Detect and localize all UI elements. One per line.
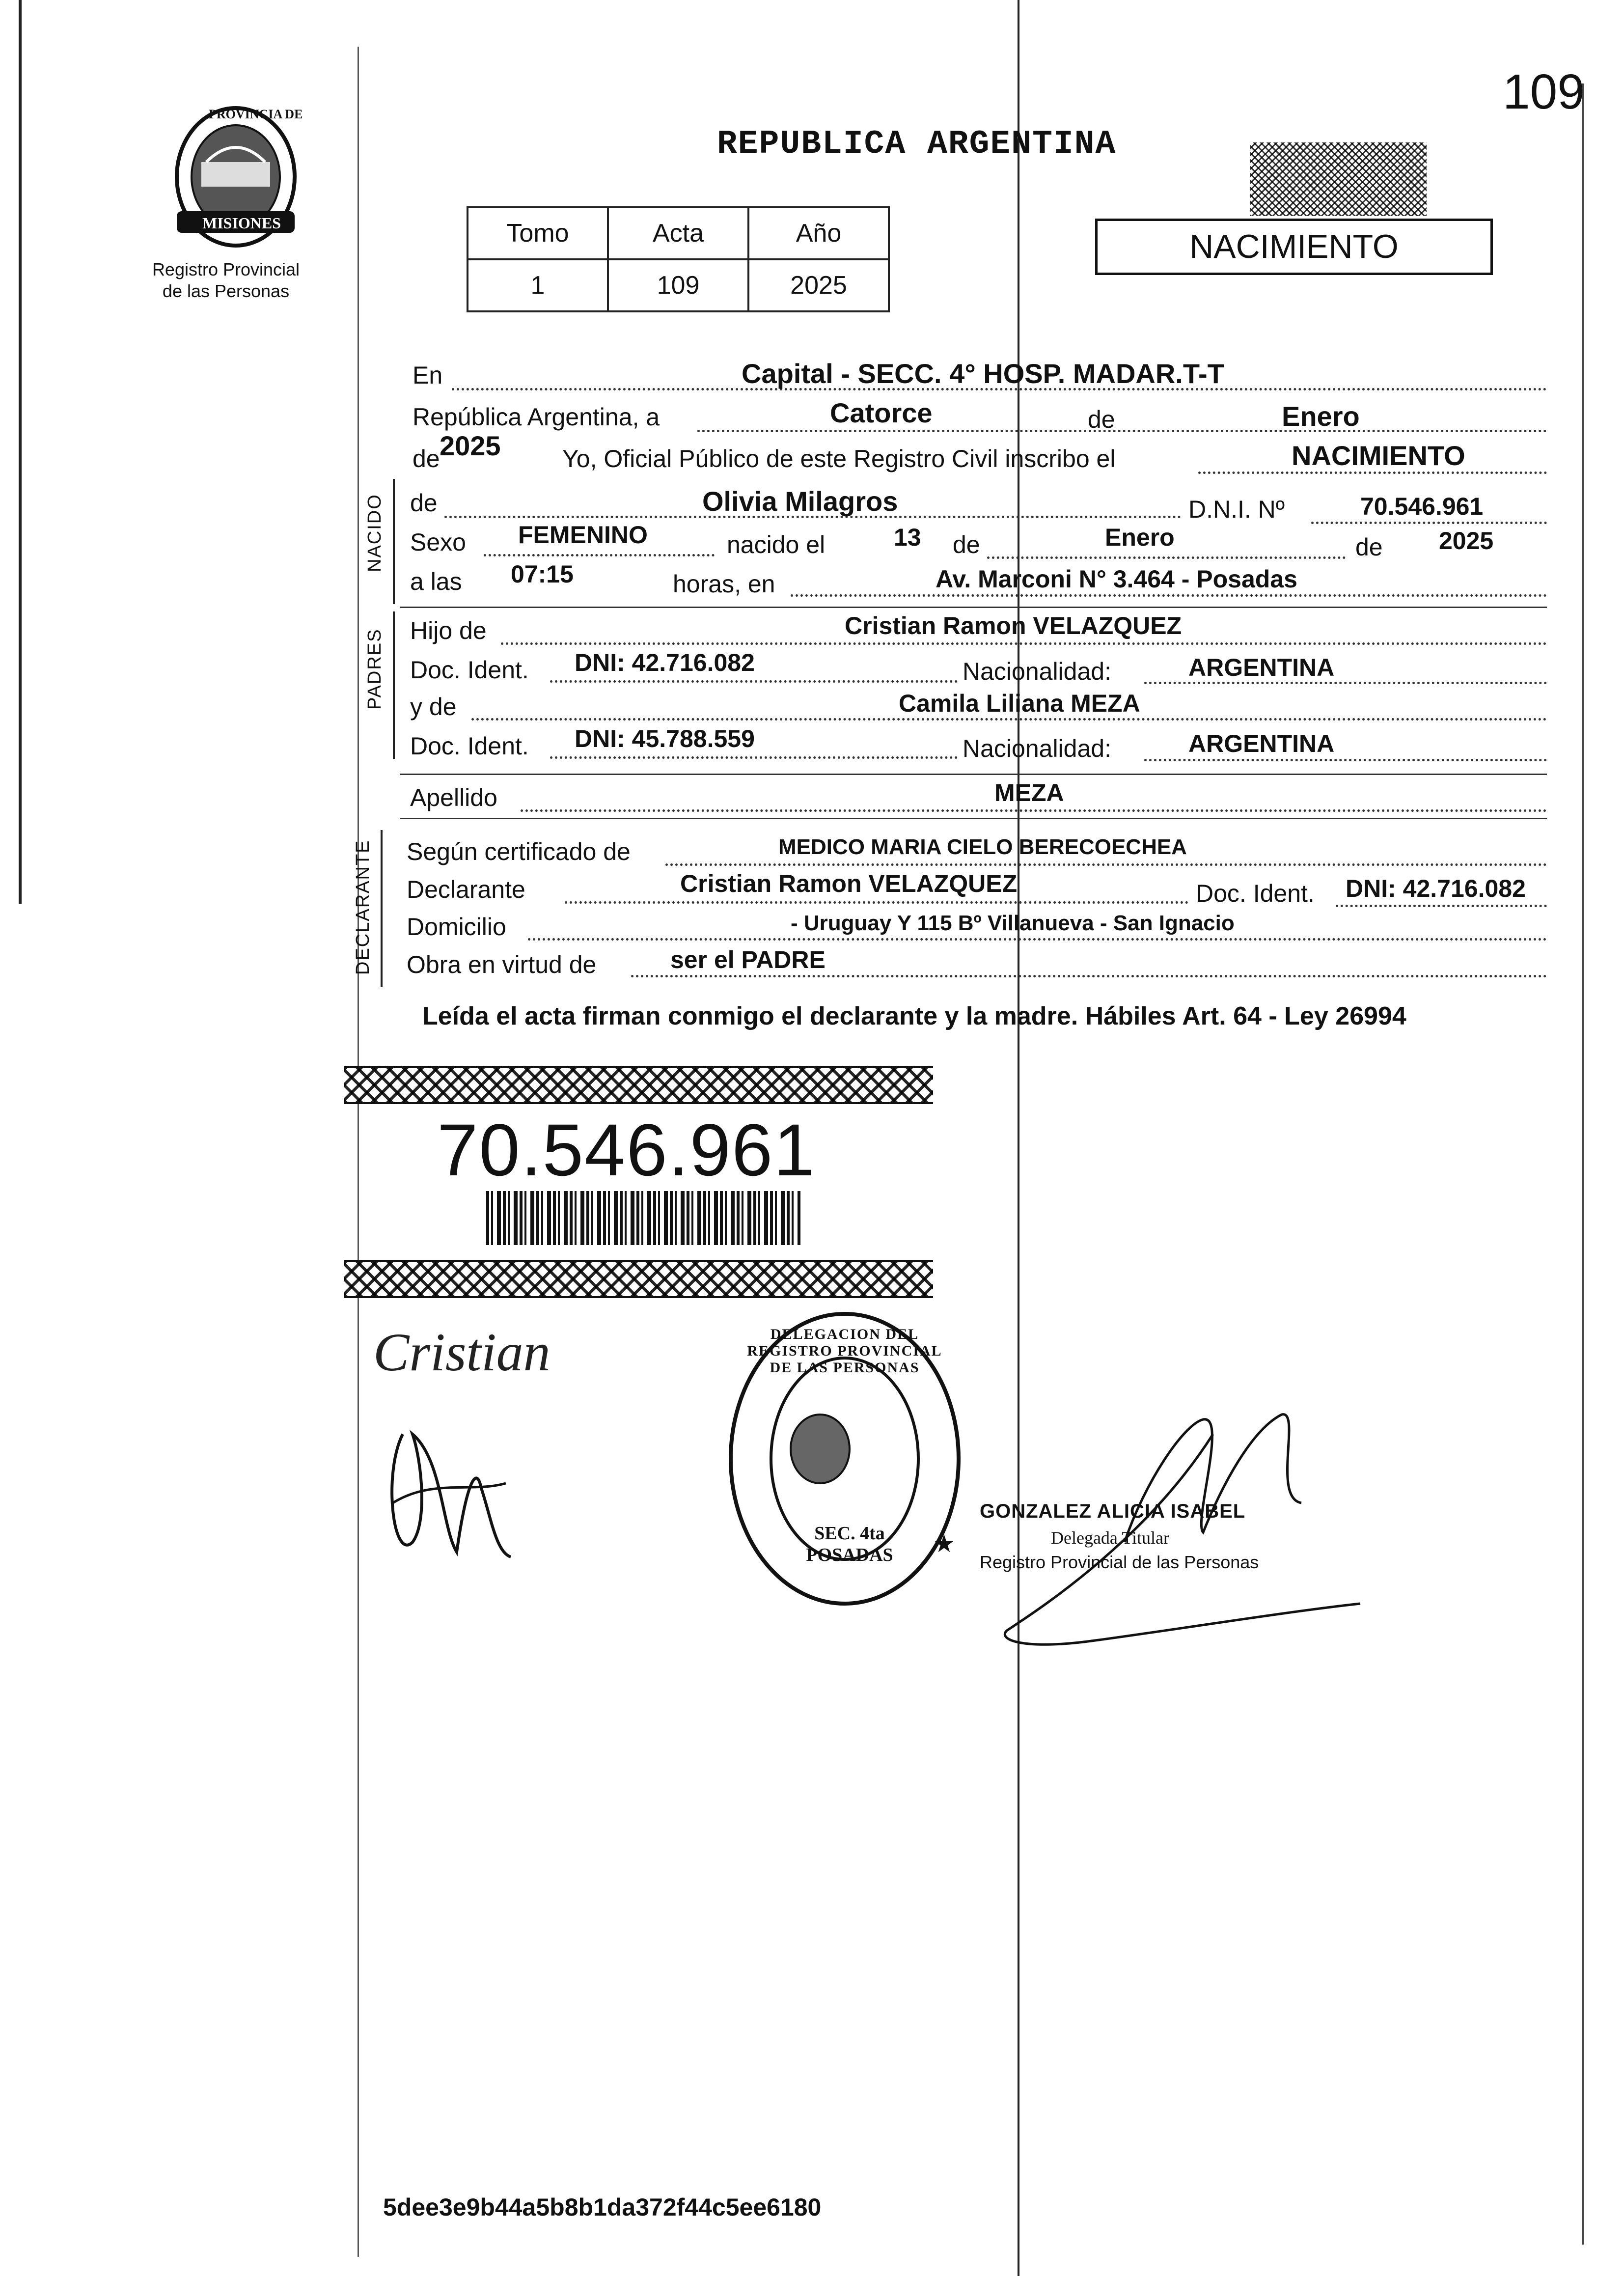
birth-day: 13 — [894, 524, 921, 551]
declarante-doc-label: Doc. Ident. — [1196, 880, 1315, 907]
father-nationality: ARGENTINA — [1188, 654, 1335, 681]
declarant-signature — [383, 1405, 521, 1582]
obra-label: Obra en virtud de — [407, 951, 597, 978]
father-nac-label: Nacionalidad: — [963, 658, 1111, 685]
dni-label: D.N.I. Nº — [1188, 496, 1285, 523]
country-title: REPUBLICA ARGENTINA — [717, 125, 1117, 163]
certificado-label: Según certificado de — [407, 838, 631, 865]
declarante-name: Cristian Ramon VELAZQUEZ — [680, 870, 1018, 897]
security-pattern — [1250, 142, 1427, 216]
tomo-value: 1 — [468, 259, 608, 311]
de-label-2: de — [413, 445, 440, 472]
fold-line — [1018, 0, 1019, 2276]
certificado-value: MEDICO MARIA CIELO BERECOECHEA — [778, 835, 1187, 859]
official-text: Yo, Oficial Público de este Registro Civil inscribo el — [562, 445, 1116, 472]
official-stamp — [722, 1306, 967, 1611]
official-signature — [997, 1336, 1370, 1660]
year-value: 2025 — [440, 430, 501, 461]
province-seal — [157, 103, 314, 250]
security-band-bottom — [344, 1260, 933, 1298]
declarante-name-label: Declarante — [407, 876, 525, 903]
closing-text: Leída el acta firman conmigo el declarante y la madre. Hábiles Art. 64 - Ley 26994 — [422, 1002, 1406, 1030]
padres-label: PADRES — [364, 628, 385, 710]
day-words: Catorce — [830, 397, 933, 428]
de-label-1: de — [1088, 406, 1115, 433]
seal-text-top: PROVINCIA DE — [209, 107, 303, 121]
birth-place: Av. Marconi N° 3.464 - Posadas — [936, 565, 1297, 593]
tomo-header: Tomo — [468, 207, 608, 259]
left-margin-bar — [19, 0, 22, 904]
page-number: 109 — [1503, 64, 1585, 119]
birth-month: Enero — [1105, 524, 1175, 551]
document-hash: 5dee3e9b44a5b8b1da372f44c5ee6180 — [383, 2193, 822, 2221]
id-number: 70.546.961 — [437, 1109, 816, 1191]
horas-label: horas, en — [673, 570, 775, 598]
mother-nac-label: Nacionalidad: — [963, 735, 1111, 762]
seal-text-bottom: MISIONES — [202, 214, 281, 232]
father-doc-label: Doc. Ident. — [410, 656, 529, 684]
obra-value: ser el PADRE — [670, 946, 826, 973]
anio-header: Año — [748, 207, 889, 259]
birth-year: 2025 — [1439, 527, 1494, 555]
official-org: Registro Provincial de las Personas — [980, 1552, 1259, 1572]
child-dni: 70.546.961 — [1360, 493, 1484, 520]
acta-value: 109 — [608, 259, 748, 311]
birth-time: 07:15 — [511, 560, 574, 588]
mother-nationality: ARGENTINA — [1188, 730, 1335, 757]
mother-doc-label: Doc. Ident. — [410, 732, 529, 760]
en-label: En — [413, 361, 443, 389]
anio-value: 2025 — [748, 259, 889, 311]
republic-label: República Argentina, a — [413, 403, 660, 431]
birth-de-label: de — [953, 531, 980, 558]
nacido-de-label: de — [410, 489, 438, 517]
registry-name-1: Registro Provincial — [152, 259, 300, 279]
record-table — [467, 206, 890, 312]
birth-de-label-2: de — [1355, 533, 1383, 561]
father-name: Cristian Ramon VELAZQUEZ — [845, 612, 1182, 639]
apellido-value: MEZA — [994, 779, 1064, 806]
sexo-label: Sexo — [410, 528, 466, 556]
registry-name-2: de las Personas — [162, 281, 290, 301]
event-value: NACIMIENTO — [1292, 440, 1465, 471]
mother-doc: DNI: 45.788.559 — [575, 725, 755, 752]
sexo-value: FEMENINO — [518, 521, 648, 549]
stamp-ring-text: DELEGACION DEL REGISTRO PROVINCIAL DE LAS PERSONAS — [747, 1326, 942, 1376]
right-edge-rule — [1582, 83, 1584, 2245]
document-type-box: NACIMIENTO — [1095, 219, 1493, 275]
place-value: Capital - SECC. 4° HOSP. MADAR.T-T — [742, 358, 1224, 389]
barcode — [486, 1191, 800, 1245]
declarante-doc: DNI: 42.716.082 — [1346, 875, 1526, 902]
official-name: GONZALEZ ALICIA ISABEL — [980, 1500, 1246, 1522]
apellido-label: Apellido — [410, 784, 497, 811]
y-de-label: y de — [410, 693, 457, 721]
domicilio-label: Domicilio — [407, 913, 506, 941]
mother-name: Camila Liliana MEZA — [899, 690, 1140, 717]
child-name: Olivia Milagros — [702, 486, 898, 517]
month-value: Enero — [1282, 401, 1360, 432]
handwritten-name: Cristian — [373, 1322, 551, 1382]
official-role: Delegada Titular — [1051, 1528, 1169, 1548]
acta-header: Acta — [608, 207, 748, 259]
nacido-el-label: nacido el — [727, 531, 826, 558]
hijo-label: Hijo de — [410, 617, 487, 644]
domicilio-value: - Uruguay Y 115 Bº Villanueva - San Ignacio — [791, 911, 1235, 935]
security-band-top — [344, 1066, 933, 1104]
stamp-inner-text: SEC. 4ta POSADAS — [806, 1523, 893, 1565]
margin-rule — [358, 47, 359, 2257]
a-las-label: a las — [410, 568, 462, 595]
father-doc: DNI: 42.716.082 — [575, 649, 755, 676]
declarante-label: DECLARANTE — [353, 839, 373, 975]
svg-text:★: ★ — [933, 1530, 955, 1557]
nacido-label: NACIDO — [364, 494, 385, 572]
